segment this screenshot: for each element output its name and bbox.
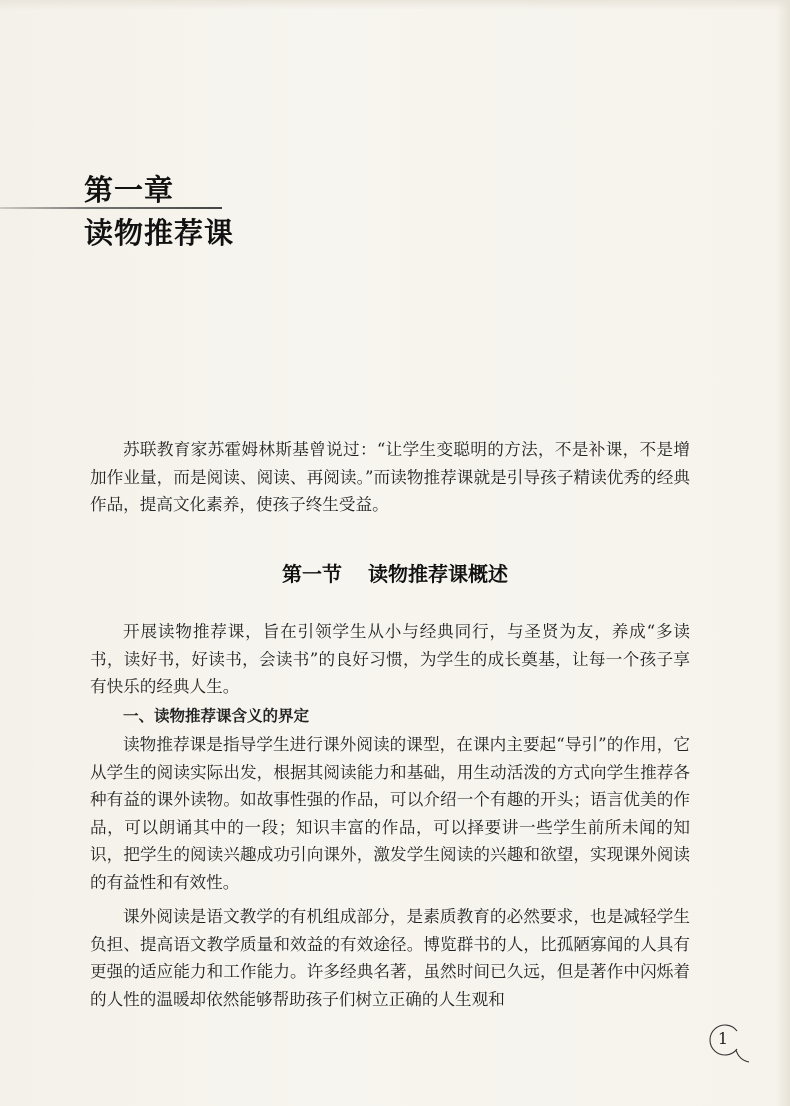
page-number-badge <box>706 1022 752 1068</box>
page-number: 1 <box>717 1029 729 1048</box>
page-top-shadow <box>0 0 790 10</box>
section-title: 读物推荐课概述 <box>368 562 508 586</box>
chapter-divider <box>0 207 222 209</box>
chapter-number: 第一章 <box>84 173 175 207</box>
body-paragraph-3: 课外阅读是语文教学的有机组成部分，是素质教育的必然要求，也是减轻学生负担、提高语文教学质量和效益的有效途径。博览群书的人，比孤陋寡闻的人具有更强的适应能力和工作能力。许多经典名著，虽然时间已久远，但是著作中闪烁着的人性的温暖却依然能够帮助孩子们树立正确的人生观和 <box>90 907 690 1009</box>
subsection-heading: 一、读物推荐课含义的界定 <box>123 707 310 725</box>
intro-paragraph: 苏联教育家苏霍姆林斯基曾说过：“让学生变聪明的方法，不是补课，不是增加作业量，而是阅读、阅读、再阅读。”而读物推荐课就是引导孩子精读优秀的经典作品，提高文化素养，使孩子终生受益。 <box>90 440 690 514</box>
chapter-title: 读物推荐课 <box>84 216 235 250</box>
section-number: 第一节 <box>282 562 342 586</box>
body-paragraph-2: 读物推荐课是指导学生进行课外阅读的课型，在课内主要起“导引”的作用，它从学生的阅读实际出发，根据其阅读能力和基础，用生动活泼的方式向学生推荐各种有益的课外读物。如故事性强的作品，可以介绍一个有趣的开头；语言优美的作品，可以朗诵其中的一段；知识丰富的作品，可以择要讲一些学生前所未闻的知识，把学生的阅读兴趣成功引向课外，激发学生阅读的兴趣和欲望，实现课外阅读的有益性和有效性。 <box>90 735 690 892</box>
page-binding-shadow <box>776 0 790 1106</box>
body-paragraph-1: 开展读物推荐课，旨在引领学生从小与经典同行，与圣贤为友，养成“多读书，读好书，好读书，会读书”的良好习惯，为学生的成长奠基，让每一个孩子享有快乐的经典人生。 <box>90 622 690 696</box>
section-heading <box>0 558 790 587</box>
